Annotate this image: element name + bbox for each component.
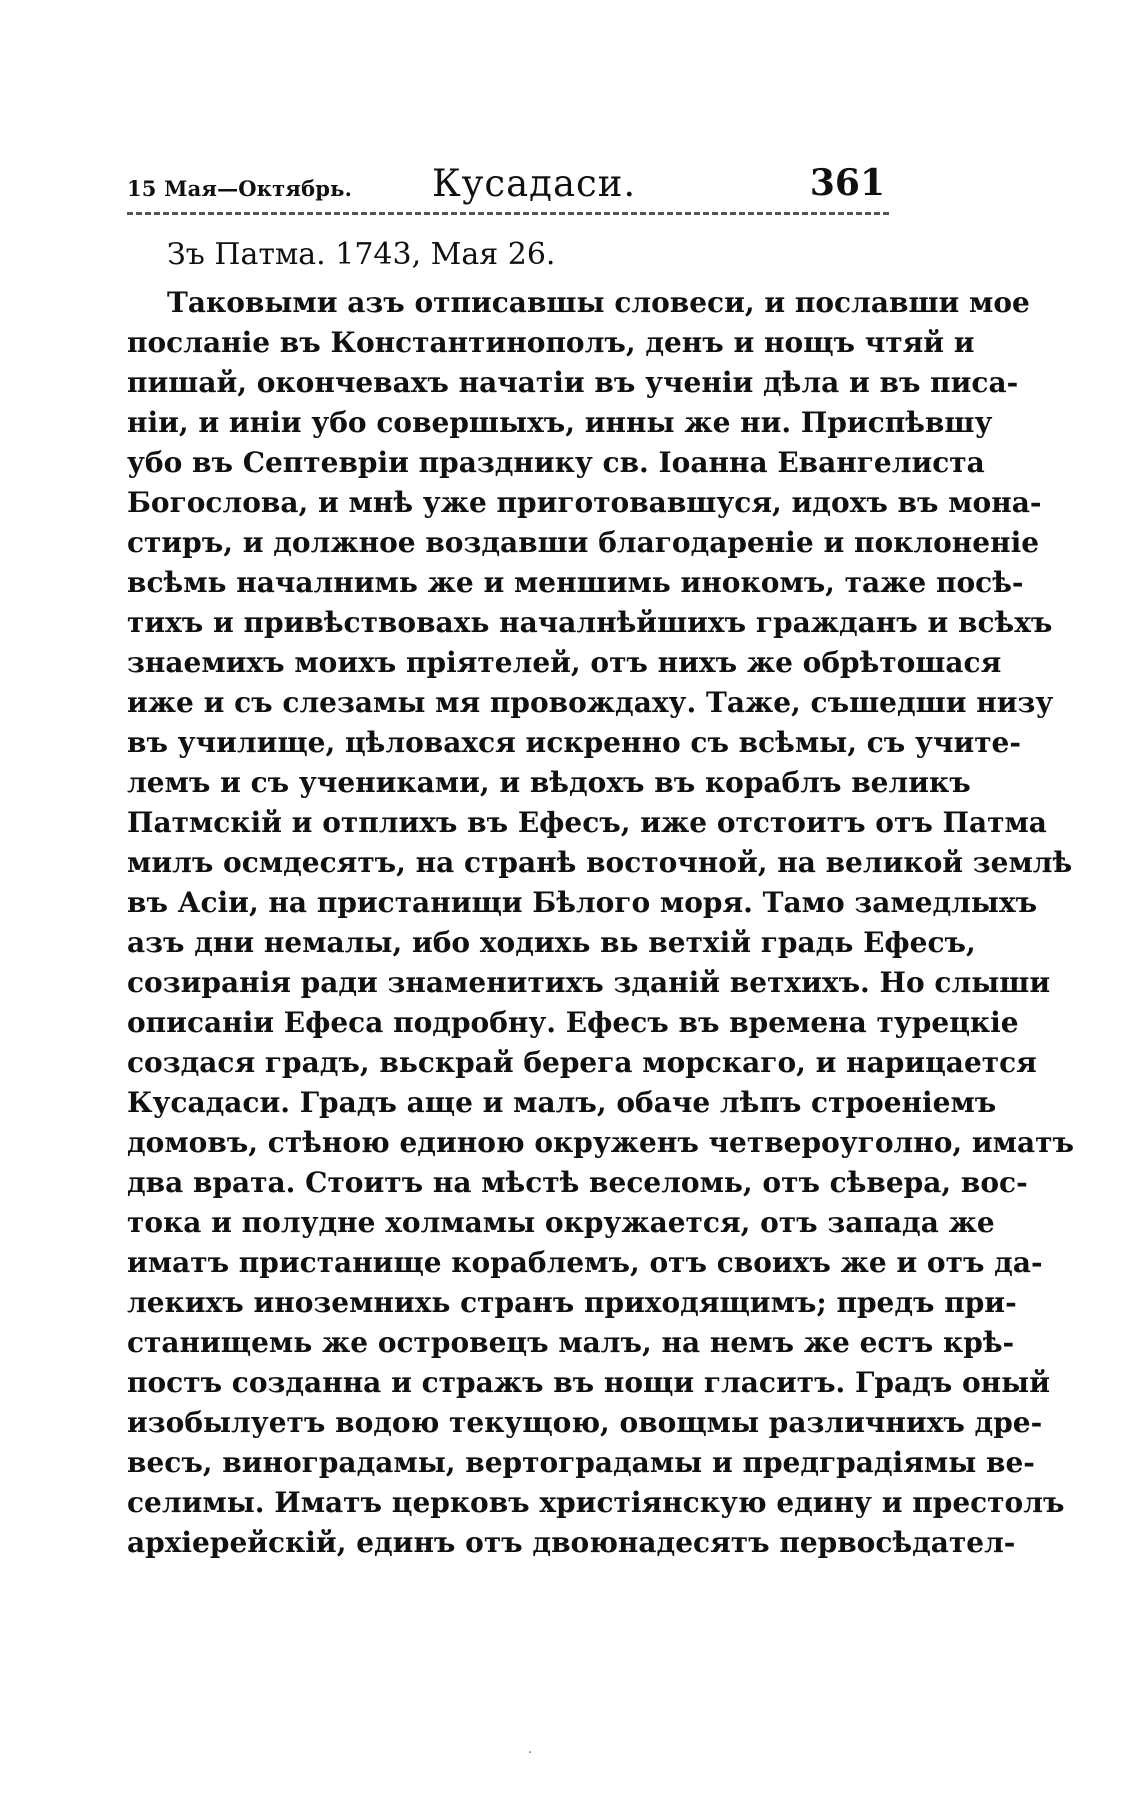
text-line: пишай, окончевахъ начатіи въ ученіи дѣла и въ писа- — [127, 366, 1019, 399]
text-line: архіерейскій, единъ отъ двоюнадесятъ первосѣдател- — [127, 1526, 1016, 1559]
page-number: 361 — [809, 162, 885, 204]
stray-print-mark: · — [528, 1745, 533, 1761]
text-line: созиранія ради знаменитихъ зданій ветхихъ. Но слыши — [127, 966, 1051, 999]
text-line: изобылуетъ водою текущою, овощмы различнихъ дре- — [127, 1406, 1043, 1439]
text-line: иматъ пристанище кораблемъ, отъ своихъ же и отъ да- — [127, 1246, 1043, 1279]
text-line: домовъ, стѣною единою окруженъ четвероуголно, иматъ — [127, 1126, 1074, 1159]
text-line: въ Асіи, на пристанищи Бѣлого моря. Тамо замедлыхъ — [127, 886, 1038, 919]
text-line: иже и съ слезамы мя провождаху. Таже, съшедши низу — [127, 686, 1054, 719]
text-line: стиръ, и должное воздавши благодареніе и поклоненіе — [127, 526, 1040, 559]
running-head — [127, 162, 889, 212]
text-line: станищемь же островецъ малъ, на немъ же естъ крѣ- — [127, 1326, 1015, 1359]
text-line: посланіе въ Константинополъ, денъ и нощъ чтяй и — [127, 326, 975, 359]
text-line: всѣмь началнимь же и меншимь инокомъ, таже посѣ- — [127, 566, 1024, 599]
text-line: селимы. Иматъ церковъ христіянскую едину и престолъ — [127, 1486, 1065, 1519]
header-rule — [127, 212, 889, 215]
dateline: Зъ Патма. 1743, Мая 26. — [167, 237, 556, 272]
text-line: Таковыми азъ отписавшы словеси, и пославши мое — [167, 286, 1030, 319]
text-line: тихъ и привѣствовахь началнѣйшихъ гражданъ и всѣхъ — [127, 606, 1053, 639]
text-line: лекихъ иноземнихь странъ приходящимъ; предъ при- — [127, 1286, 1017, 1319]
text-line: описаніи Ефеса подробну. Ефесъ въ времена турецкіе — [127, 1006, 1019, 1039]
header-title: Кусадаси. — [432, 162, 637, 205]
text-line: Патмскій и отплихъ въ Ефесъ, иже отстоитъ отъ Патма — [127, 806, 1047, 839]
text-line: въ училище, цѣловахся искренно съ всѣмы, съ учите- — [127, 726, 1021, 759]
text-line: создася градъ, вьскрай берега морскаго, и нарицается — [127, 1046, 1037, 1079]
text-line: весъ, виноградамы, вертоградамы и предградіямы ве- — [127, 1446, 1035, 1479]
header-date-range: 15 Мая—Октябрь. — [127, 176, 353, 201]
text-line: милъ осмдесятъ, на странѣ восточной, на великой землѣ — [127, 846, 1073, 879]
text-line: тока и полудне холмамы окружается, отъ запада же — [127, 1206, 995, 1239]
text-line: Богослова, и мнѣ уже приготовавшуся, идохъ въ мона- — [127, 486, 1042, 519]
text-line: Кусадаси. Градъ аще и малъ, обаче лѣпъ строеніемъ — [127, 1086, 997, 1119]
text-line: два врата. Стоитъ на мѣстѣ веселомь, отъ сѣвера, вос- — [127, 1166, 1028, 1199]
text-line: ніи, и иніи убо совершыхъ, инны же ни. Приспѣвшу — [127, 406, 993, 439]
text-line: постъ созданна и стражъ въ нощи гласитъ. Градъ оный — [127, 1366, 1051, 1399]
body-text — [127, 235, 1074, 1563]
text-line: лемъ и съ учениками, и вѣдохъ въ кораблъ великъ — [127, 766, 971, 799]
text-line: убо въ Септевріи празднику св. Іоанна Евангелиста — [127, 446, 985, 479]
text-line: знаемихъ моихъ пріятелей, отъ нихъ же обрѣтошася — [127, 646, 1002, 679]
text-line: азъ дни немалы, ибо ходихь вь ветхій градь Ефесъ, — [127, 926, 976, 959]
